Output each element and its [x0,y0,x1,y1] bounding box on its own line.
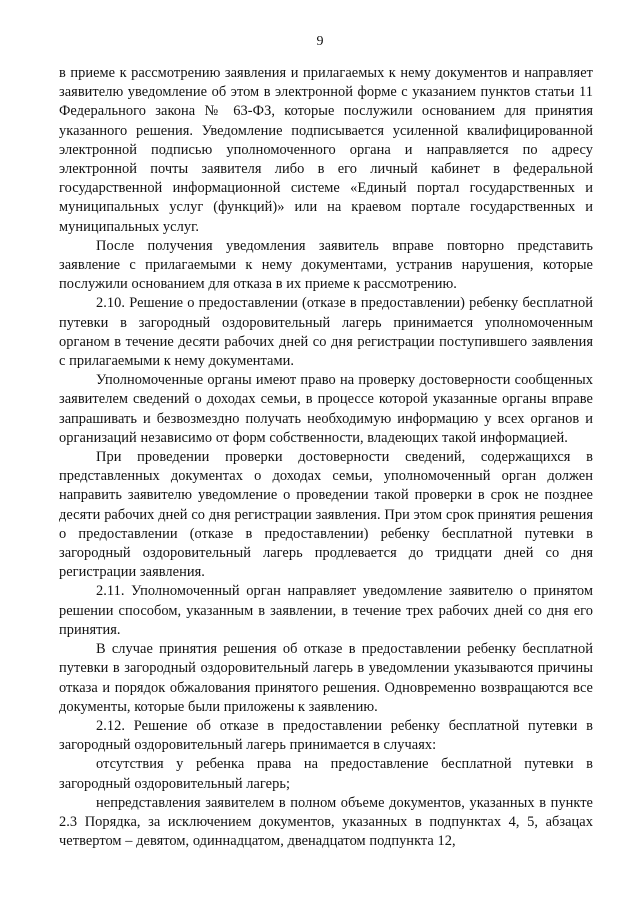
paragraph-notification-signature: в приеме к рассмотрению заявления и прилагаемых к нему документов и направляет заявителю уведомление об этом в электронной форме с указанием пунктов статьи 11 Федерального закона № 63-ФЗ, которые послужили основанием для принятия указанного решения. Уведомление подписывается усиленной квалифицированной электронной подписью уполномоченного органа и направляется по адресу электронной почты заявителя либо в его личный кабинет в федеральной государственной информационной системе «Единый портал государственных и муниципальных услуг (функций)» или на краевом портале государственных и муниципальных услуг. [59,65,593,235]
paragraph-income-verification: Уполномоченные органы имеют право на проверку достоверности сообщенных заявителем сведений о доходах семьи, в процессе которой указанные органы вправе запрашивать и безвозмездно получать необходимую информацию у всех органов и организаций независимо от форм собственности, владеющих такой информацией. [59,372,593,446]
paragraph-refusal-reasons: В случае принятия решения об отказе в предоставлении ребенку бесплатной путевки в загородный оздоровительный лагерь в уведомлении указываются причины отказа и порядок обжалования принятого решения. Одновременно возвращаются все документы, которые были приложены к заявлению. [59,641,593,715]
paragraph-resubmission: После получения уведомления заявитель вправе повторно представить заявление с прилагаемыми к нему документами, устранив нарушения, которые послужили основанием для отказа в их приеме к рассмотрению. [59,237,593,293]
paragraph-verification-notice: При проведении проверки достоверности сведений, содержащихся в представленных документах о доходах семьи, уполномоченный орган должен направить заявителю уведомление о проведении такой проверки в срок не позднее десяти рабочих дней со дня регистрации заявления. При этом срок принятия решения о предоставлении (отказе в предоставлении) ребенку бесплатной путевки в загородный оздоровительный лагерь продлевается до тридцати дней со дня регистрации заявления. [59,449,593,581]
page-number: 9 [316,34,324,49]
paragraph-2-10-decision: 2.10. Решение о предоставлении (отказе в предоставлении) ребенку бесплатной путевки в загородный оздоровительный лагерь принимается уполномоченным органом в течение десяти рабочих дней со дня регистрации поступившего заявления с прилагаемыми к нему документами. [59,295,593,370]
paragraph-incomplete-documents: непредставления заявителем в полном объеме документов, указанных в пункте 2.3 Порядка, за исключением документов, указанных в подпунктах 4, 5, абзацах четвертом – девятом, одиннадцатом, двенадцатом подпункта 12, [59,794,593,850]
paragraph-no-right: отсутствия у ребенка права на предоставление бесплатной путевки в загородный оздоровительный лагерь; [59,756,593,792]
document-body [59,64,593,851]
paragraph-2-11-notification: 2.11. Уполномоченный орган направляет уведомление заявителю о принятом решении способом, указанным в заявлении, в течение трех рабочих дней со дня его принятия. [59,583,593,638]
paragraph-2-12-refusal-cases: 2.12. Решение об отказе в предоставлении ребенку бесплатной путевки в загородный оздоровительный лагерь принимается в случаях: [59,717,593,754]
